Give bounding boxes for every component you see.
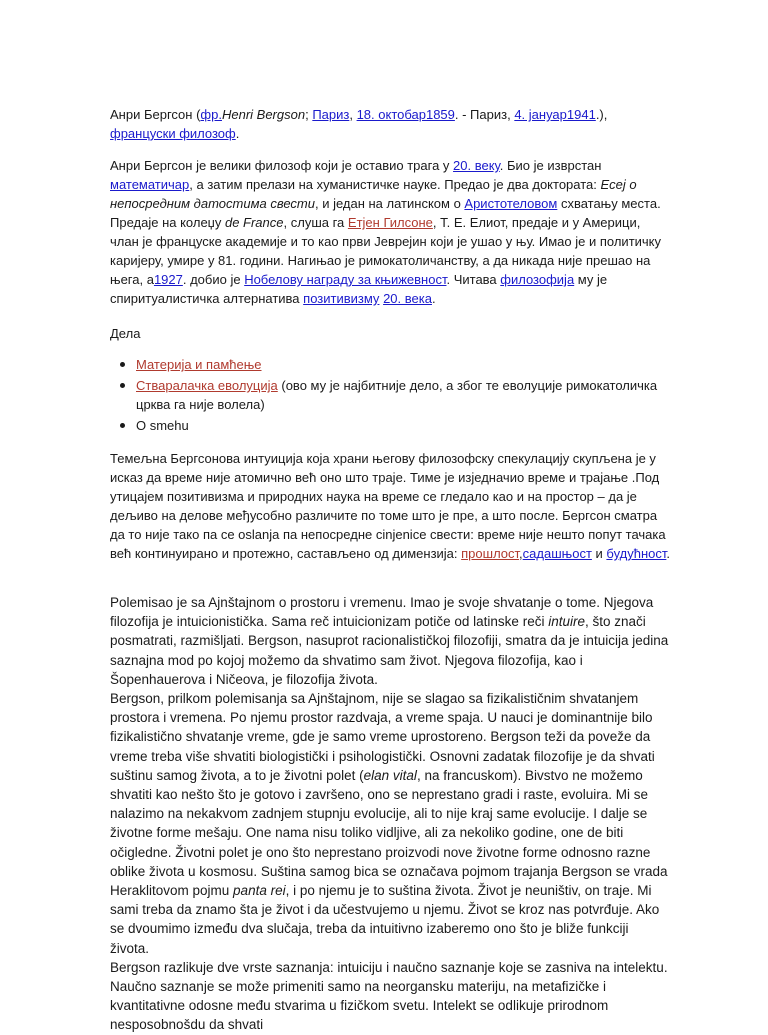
work-link-creative-evolution[interactable]: Стваралачка еволуција [136,378,278,393]
latin-paragraph-3: Bergson razlikuje dve vrste saznanja: intuiciju i naučno saznanje koje se zasniva na intelektu. Naučno saznanje se može primeniti samo na neorgansku materiju, na metafizičke i kvantitativne odosne među stvarima u fizičkom svetu. Intelekt se odlikuje prirodnom nesposobnošdu da shvati [110,959,668,1033]
past-link[interactable]: прошлост [461,546,520,561]
term-intuire: intuire [548,614,585,630]
list-item [136,376,670,414]
latin-section [110,593,670,1035]
gilson-link[interactable]: Етјен Гилсоне [347,215,433,230]
century2-link[interactable]: 20. века [383,291,432,306]
latin-paragraph-2: Bergson, prilkom polemisanja sa Ajnštajnom, nije se slagao sa fizikalističnim shvatanjem prostora i vremena. Po njemu prostor razdvaja, a vreme spaja. U nauci je dominantnije bilo fizikalistično shvatanje vreme, gde je samo vreme uprostoreno. Bergson teži da poveže da vreme treba više shvatiti biologistički i psihologistički. Osnovni zadatak filozofije je da shvati suštinu samog života, a to je životni polet (elan vital, na francuskom). Bivstvo ne možemo shvatiti kao nešto što je gotovo i završeno, ono se neprestano gradi i raste, evoluira. Mi se nalazimo na nekakvom zadnjem stupnju evolucije, ali to nije kraj same evolucije. I dalje se životne forme mešaju. One nama nisu toliko vidljive, ali za nekoliko godine, one de biti očigledne. Životni polet je ono što neprestano proizvodi nove životne forme odnosno razne oblike života u kosmosu. Suština samog bica se označava pojmom trajanja Bergson se vrada Heraklitovom pojmu panta rei, i po njemu je to suština života. Život je neuništiv, on traje. Mi sami treba da znamo šta je život i da učestvujemo u njemu. Život se kroz nas potvrđuje. Ako se dvoumimo između dva slučaja, treba da intuitivno izaberemo ono što je bliže funkciji života. [110,691,668,956]
year-link[interactable]: 1927 [153,272,183,287]
birth-date-link[interactable]: 18. октобар1859 [356,107,455,122]
philosophy-link[interactable]: филозофија [500,272,575,287]
lang-link[interactable]: фр. [200,107,222,122]
thesis-title: Есеј о непосредним датостима свести [110,177,637,211]
term-panta-rei: panta rei [233,883,286,899]
work-note: (ово му је најбитније дело, а због те еволуције римокатоличка црква га није волела) [136,378,658,412]
original-name: Henri Bergson [221,107,306,122]
author-name: Анри Бергсон [110,107,193,122]
college-name: de France [224,215,284,230]
bio-paragraph: Анри Бергсон је велики филозоф који је оставио трага у 20. веку. Био је изврстан математичар, а затим прелази на хуманистичке науке. Предао је два доктората: Есеј о непосредним датостима свести, и један на латинском о Аристотеловом схватању места. Предаје на колеџу de France, слуша га Етјен Гилсоне, Т. Е. Елиот, предаје и у Америци, члан је француске академије и то као први Јеврејин који је ушао у њу. Имао је и политичку каријеру, умире у 81. години. Нагињао је римокатоличанству, а да никада није прешао на њега, а1927. добио је Нобелову награду за књижевност. Читава филозофија му је спиритуалистичка алтернатива позитивизму 20. века. [110,158,662,306]
intuition-paragraph: Темељна Бергсонова интуиција која храни његову филозофску спекулацију скупљена је у исказ да време није атомично већ оно што траје. Тиме је изједначио време и трајање .Под утицајем позитивизма и природних наука на време се гледало као и на простор – да је дељиво на делове међусобно различите по томе што је пре, а што после. Бергсон сматра да то није тако па се oslanja па непосредне cinjenice свести: време није нешто попут тачака већ континуирано и протежно, састављено од димензија: прошлост,садашњост и будућност. [110,451,670,561]
positivism-link[interactable]: позитивизму [303,291,380,306]
latin-paragraph-1: Polemisao je sa Ajnštajnom o prostoru i vremenu. Imao je svoje shvatanje o tome. Njegova filozofija je intuicionistička. Sama reč intuicionizam potiče od latinske reči intuire, što znači posmatrati, razmišljati. Bergson, nasuprot racionalističkoj filozofiji, smatra da je intuicija jedina saznajna mod po kojoj možemo da shvatimo sam život. Njegova filozofija, kao i Šopenhauerova i Ničeova, je filozofija života. [110,595,669,687]
century-link[interactable]: 20. веку [453,158,500,173]
death-date-link[interactable]: 4. јануар1941 [514,107,596,122]
mathematician-link[interactable]: математичар [110,177,190,192]
works-list [110,355,670,435]
works-heading: Дела [110,326,141,341]
city-link[interactable]: Париз [312,107,350,122]
work-link-matter-memory[interactable]: Материја и памћење [136,357,262,372]
document-page [110,92,670,1035]
nobel-link[interactable]: Нобелову награду за књижевност [244,272,447,287]
present-link[interactable]: садашњост [522,546,592,561]
list-item [136,355,670,374]
list-item [136,416,670,435]
aristotle-link[interactable]: Аристотеловом [464,196,558,211]
term-elan-vital: elan vital [363,767,417,783]
profession-link[interactable]: француски филозоф [110,126,236,141]
work-title-laughter: O smehu [136,418,189,433]
intro-paragraph: Анри Бергсон (фр.Henri Bergson; Париз, 18. октобар1859. - Париз, 4. јануар1941.), француски филозоф. [110,107,608,141]
future-link[interactable]: будућност [606,546,667,561]
